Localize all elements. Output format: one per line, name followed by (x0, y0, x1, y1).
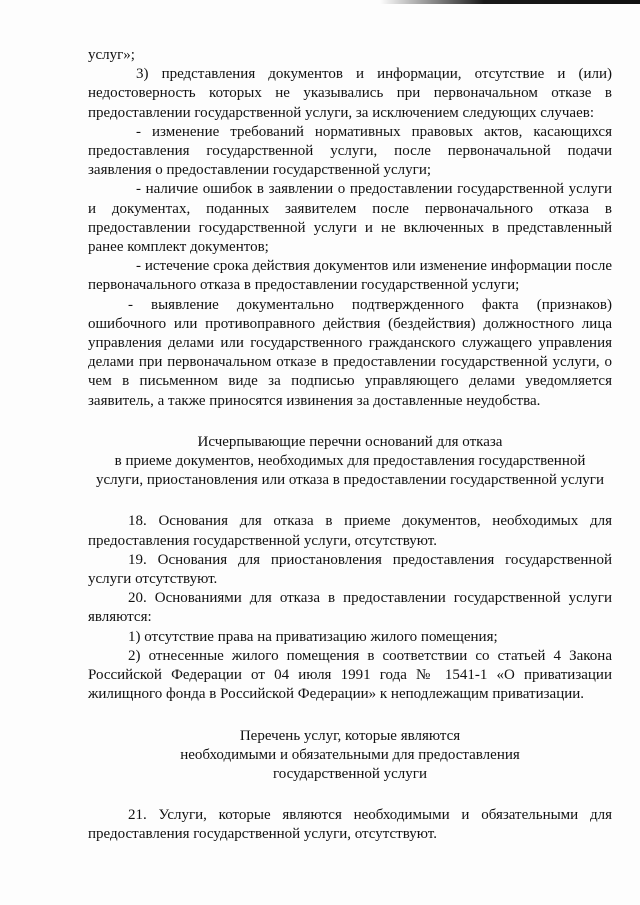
list-item-exception-3: - истечение срока действия документов или изменение информации после первоначального отказа в предоставлении государственной услуги; (88, 258, 612, 294)
paragraph-item-3: 3) представления документов и информации, отсутствие и (или) недостоверность которых не указывались при первоначальном отказе в предоставлении государственной услуги, за исключением следующих случаев: (88, 66, 612, 121)
scan-edge-mark (380, 0, 640, 4)
paragraph-continuation: услуг»; (88, 47, 135, 63)
section-heading-refusal-grounds (88, 433, 612, 491)
list-item-refusal-2: 2) отнесенные жилого помещения в соответствии со статьей 4 Закона Российской Федерации от 04 июля 1991 года № 1541-1 «О приватизации жилищного фонда в Российской Федерации» к неподлежащим приватизации. (88, 647, 612, 703)
document-body (88, 46, 612, 845)
list-item-exception-2: - наличие ошибок в заявлении о предоставлении государственной услуги и документах, поданных заявителем после первоначального отказа в предоставлении государственной услуги и не включенных в представленный ранее комплект документов; (88, 181, 612, 256)
heading-line: услуги, приостановления или отказа в предоставлении государственной услуги (96, 472, 604, 489)
paragraph-21: 21. Услуги, которые являются необходимыми и обязательными для предоставления государственной услуги, отсутствуют. (88, 807, 612, 843)
heading-line: государственной услуги (273, 765, 427, 782)
heading-line: необходимыми и обязательными для предоставления (180, 746, 520, 763)
paragraph-18: 18. Основания для отказа в приеме документов, необходимых для предоставления государственной услуги, отсутствуют. (88, 513, 612, 549)
heading-line: Перечень услуг, которые являются (239, 727, 461, 744)
section-heading-required-services (88, 727, 612, 785)
list-item-exception-1: - изменение требований нормативных правовых актов, касающихся предоставления государственной услуги, после первоначальной подачи заявления о предоставлении государственной услуги; (88, 123, 612, 179)
heading-line: в приеме документов, необходимых для предоставления государственной (114, 453, 586, 470)
paragraph-19: 19. Основания для приостановления предоставления государственной услуги отсутствуют. (88, 551, 612, 588)
list-item-refusal-1: 1) отсутствие права на приватизацию жилого помещения; (128, 628, 498, 645)
list-item-exception-4: - выявление документально подтвержденного факта (признаков) ошибочного или противоправного действия (бездействия) должностного лица управления делами или государственного гражданского служащего управления делами при первоначальном отказе в предоставлении государственной услуги, о чем в письменном виде за подписью управляющего делами уведомляется заявитель, а также приносятся извинения за доставленные неудобства. (88, 296, 612, 409)
heading-line: Исчерпывающие перечни оснований для отказа (197, 433, 503, 450)
paragraph-20: 20. Основаниями для отказа в предоставлении государственной услуги являются: (88, 590, 612, 626)
